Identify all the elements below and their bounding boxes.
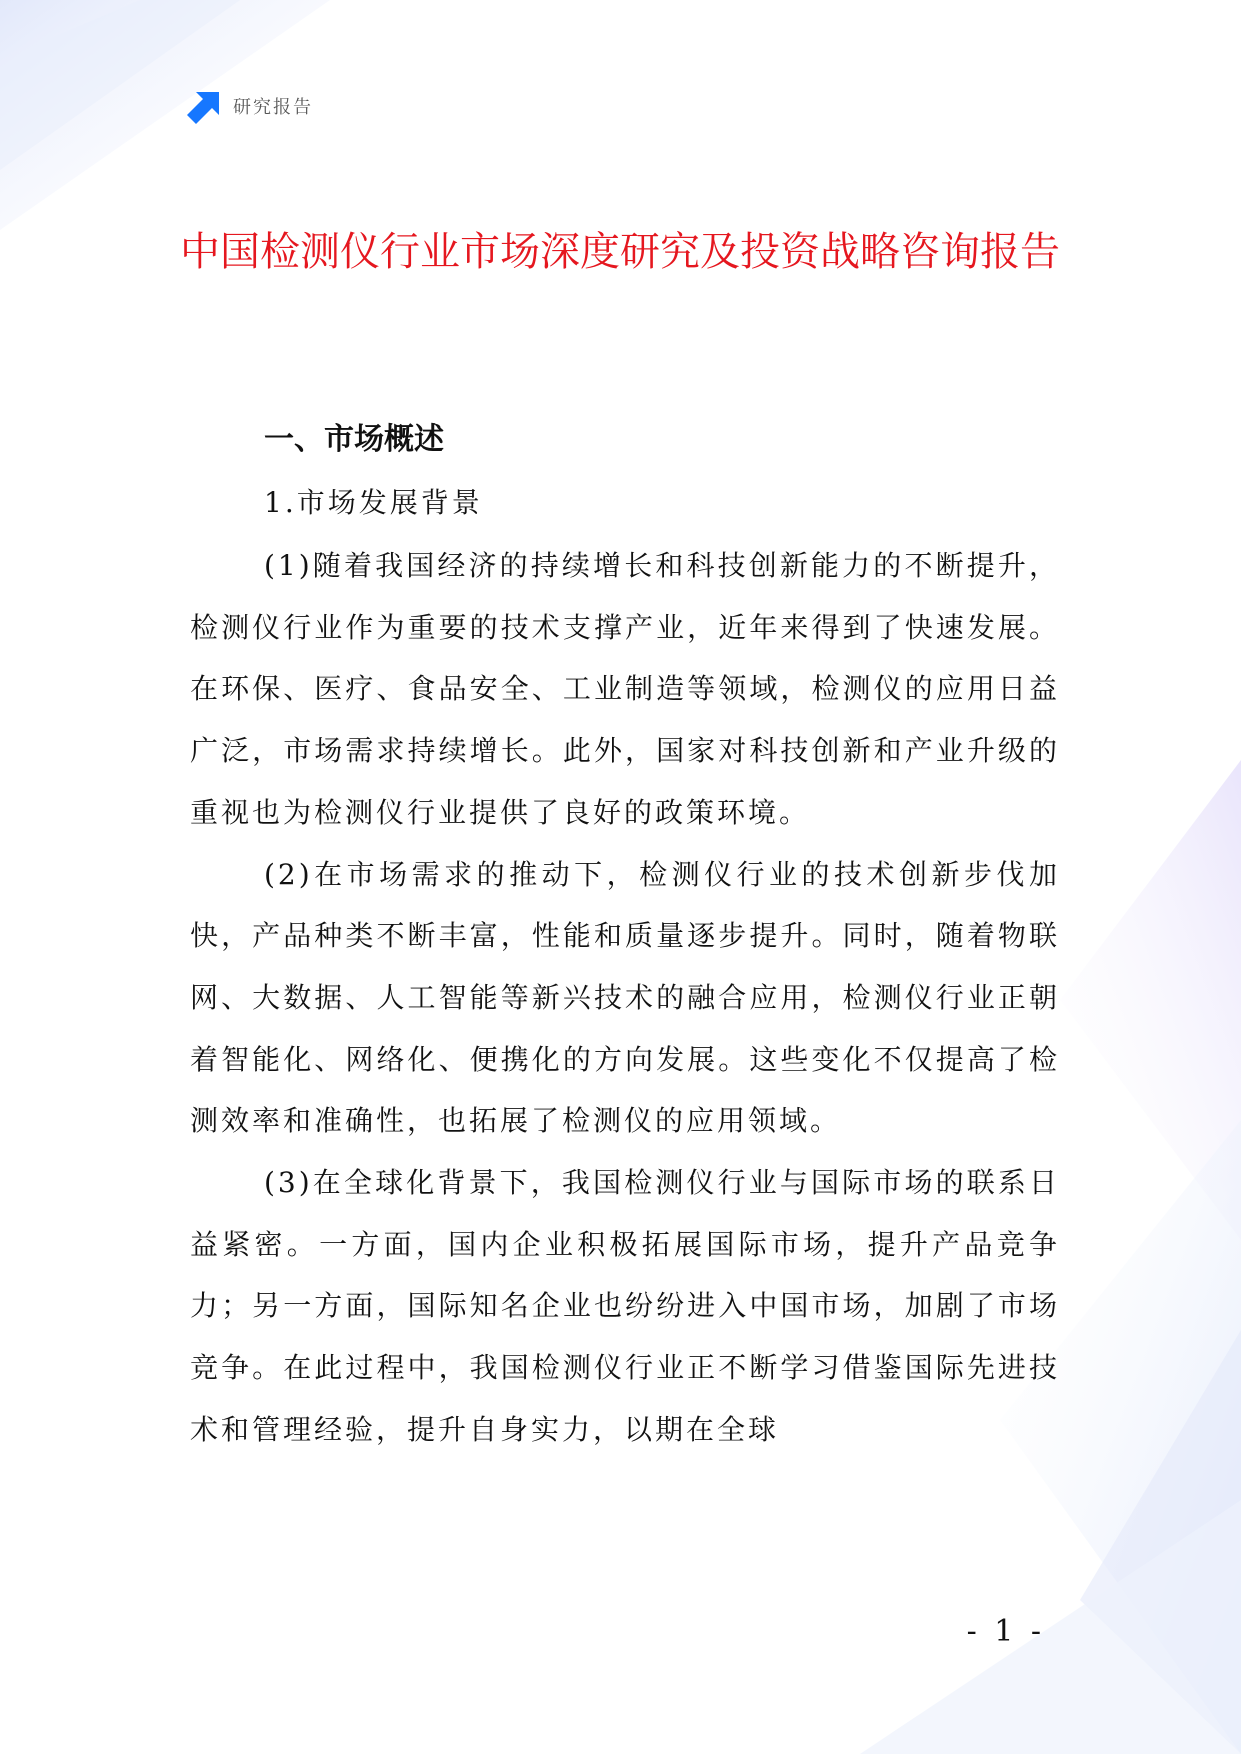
paragraph: (1)随着我国经济的持续增长和科技创新能力的不断提升，检测仪行业作为重要的技术支撑产业，近年来得到了快速发展。在环保、医疗、食品安全、工业制造等领域，检测仪的应用日益广泛，市场需求持续增长。此外，国家对科技创新和产业升级的重视也为检测仪行业提供了良好的政策环境。 — [190, 549, 1060, 829]
body-text — [190, 535, 1060, 1461]
diagonal-arrow-icon — [187, 88, 223, 124]
paragraph: (2)在市场需求的推动下，检测仪行业的技术创新步伐加快，产品种类不断丰富，性能和质量逐步提升。同时，随着物联网、大数据、人工智能等新兴技术的融合应用，检测仪行业正朝着智能化、网络化、便携化的方向发展。这些变化不仅提高了检测效率和准确性，也拓展了检测仪的应用领域。 — [190, 857, 1060, 1138]
paragraph: (3)在全球化背景下，我国检测仪行业与国际市场的联系日益紧密。一方面，国内企业积极拓展国际市场，提升产品竞争力；另一方面，国际知名企业也纷纷进入中国市场，加剧了市场竞争。在此过程中，我国检测仪行业正不断学习借鉴国际先进技术和管理经验，提升自身实力，以期在全球 — [190, 1166, 1060, 1446]
report-title: 中国检测仪行业市场深度研究及投资战略咨询报告 — [180, 229, 1060, 275]
header — [187, 88, 313, 124]
page-number: - 1 - — [966, 1614, 1045, 1649]
subsection-heading: 1.市场发展背景 — [264, 486, 483, 519]
header-label: 研究报告 — [233, 97, 313, 118]
section-heading: 一、市场概述 — [264, 422, 444, 457]
